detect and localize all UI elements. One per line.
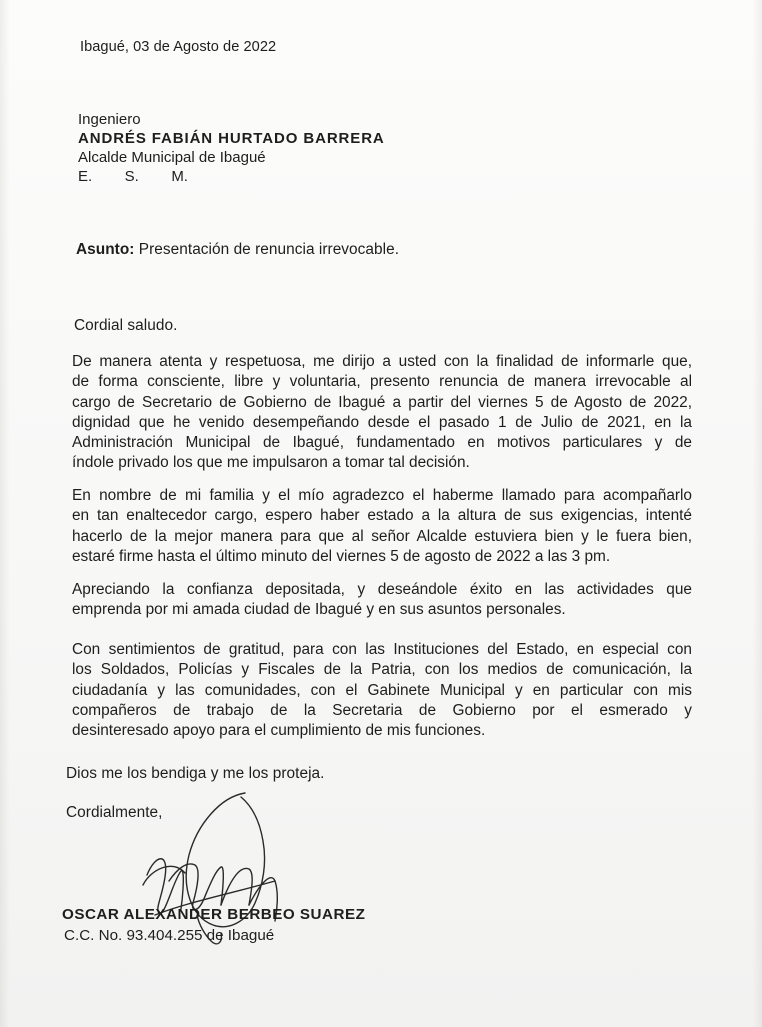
subject-text: Presentación de renuncia irrevocable. bbox=[134, 241, 400, 258]
esm-e: E. bbox=[78, 168, 93, 185]
paragraph-line: de forma consciente, libre y voluntaria, presento renuncia de manera irrevocable al bbox=[72, 373, 692, 391]
paragraph-line: ciudadanía y las comunidades, con el Gabinete Municipal y en particular con mis bbox=[72, 681, 692, 699]
body-paragraph-2 bbox=[72, 486, 692, 567]
paragraph-line: índole privado los que me impulsaron a tomar tal decisión. bbox=[72, 454, 470, 472]
recipient-block bbox=[78, 110, 385, 186]
recipient-esm bbox=[78, 167, 188, 186]
paragraph-line: estaré firme hasta el último minuto del viernes 5 de agosto de 2022 a las 3 pm. bbox=[72, 547, 611, 565]
body-paragraph-1 bbox=[72, 352, 692, 474]
paragraph-line: Apreciando la confianza depositada, y deseándole éxito en las actividades que bbox=[72, 581, 692, 598]
letter-date: Ibagué, 03 de Agosto de 2022 bbox=[80, 39, 277, 55]
paragraph-line: desinteresado apoyo para el cumplimiento de mis funciones. bbox=[72, 722, 486, 740]
esm-s: S. bbox=[124, 168, 139, 185]
signer-id: C.C. No. 93.404.255 de Ibagué bbox=[64, 927, 275, 944]
paragraph-line: Administración Municipal de Ibagué, fundamentado en motivos particulares y de bbox=[72, 434, 692, 452]
paragraph-line: Con sentimientos de gratitud, para con las Instituciones del Estado, en especial con bbox=[72, 641, 692, 658]
paragraph-line: dignidad que he venido desempeñando desde el pasado 1 de Julio de 2021, en la bbox=[72, 413, 692, 431]
body-paragraph-3 bbox=[72, 580, 692, 621]
greeting: Cordial saludo. bbox=[74, 317, 178, 334]
closing-phrase: Dios me los bendiga y me los proteja. bbox=[66, 765, 325, 782]
paragraph-line: hacerlo de la mejor manera para que al señor Alcalde estuviera bien y le fuera bien, bbox=[72, 527, 692, 545]
signer-name: OSCAR ALEXANDER BERBEO SUAREZ bbox=[62, 906, 366, 923]
recipient-position: Alcalde Municipal de Ibagué bbox=[78, 149, 266, 166]
esm-m: M. bbox=[171, 168, 188, 185]
subject-label: Asunto: bbox=[76, 241, 135, 258]
paper-edge-right bbox=[752, 0, 762, 1027]
signer-block bbox=[62, 904, 365, 946]
recipient-name: ANDRÉS FABIÁN HURTADO BARRERA bbox=[78, 130, 385, 147]
paragraph-line: los Soldados, Policías y Fiscales de la Patria, con los medios de comunicación, la bbox=[72, 661, 692, 679]
paragraph-line: cargo de Secretario de Gobierno de Ibagué a partir del viernes 5 de Agosto de 2022, bbox=[72, 393, 692, 411]
sign-off: Cordialmente, bbox=[66, 804, 163, 821]
paragraph-line: en tan enaltecedor cargo, espero haber estado a la altura de sus exigencias, intenté bbox=[72, 507, 692, 525]
subject-line bbox=[76, 240, 399, 260]
paragraph-line: emprenda por mi amada ciudad de Ibagué y en sus asuntos personales. bbox=[72, 601, 566, 619]
paragraph-line: compañeros de trabajo de la Secretaria de Gobierno por el esmerado y bbox=[72, 701, 692, 719]
paragraph-line: De manera atenta y respetuosa, me dirijo a usted con la finalidad de informarle que, bbox=[72, 353, 692, 370]
body-paragraph-4 bbox=[72, 640, 692, 741]
recipient-title: Ingeniero bbox=[78, 111, 141, 128]
paragraph-line: En nombre de mi familia y el mío agradezco el haberme llamado para acompañarlo bbox=[72, 487, 692, 504]
paper-edge-left bbox=[0, 0, 10, 1027]
